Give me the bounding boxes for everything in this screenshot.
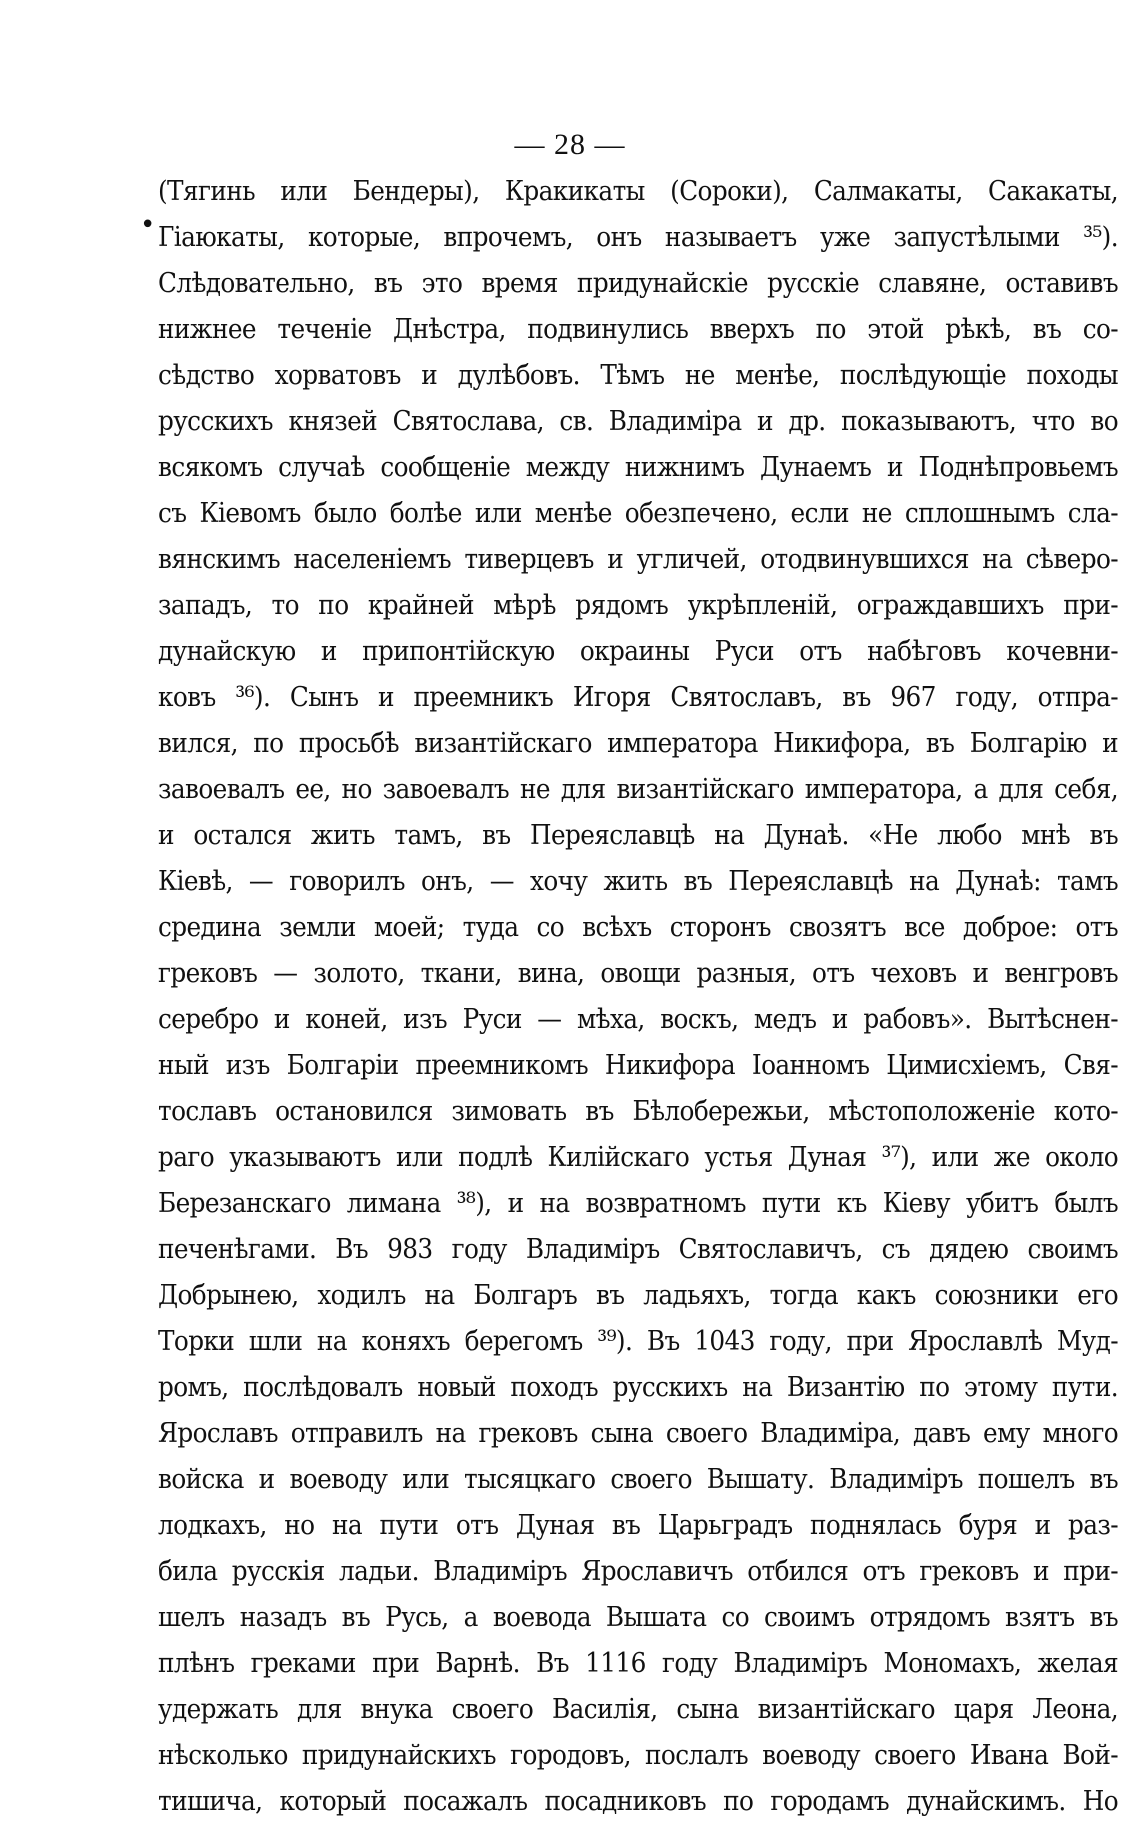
text-line: тославъ остановился зимовать въ Бѣлобережьи, мѣстоположеніе кото- xyxy=(158,1095,1118,1127)
text-line: и остался жить тамъ, въ Переяславцѣ на Дунаѣ. «Не любо мнѣ въ xyxy=(158,819,1118,851)
page-number: — 28 — xyxy=(514,128,626,161)
text-line: ный изъ Болгаріи преемникомъ Никифора Іоанномъ Цимисхіемъ, Свя- xyxy=(158,1049,1118,1081)
text-line: ковъ ³⁶). Сынъ и преемникъ Игоря Святославъ, въ 967 году, отпра- xyxy=(158,681,1118,713)
text-line: войска и воеводу или тысяцкаго своего Вышату. Владиміръ пошелъ въ xyxy=(158,1463,1118,1495)
text-line: вился, по просьбѣ византійскаго императора Никифора, въ Болгарію и xyxy=(158,727,1118,759)
text-line: Гіаюкаты, которые, впрочемъ, онъ называетъ уже запустѣлыми ³⁵). xyxy=(158,221,1118,253)
margin-mark: • xyxy=(140,210,156,240)
text-line: дунайскую и припонтійскую окраины Руси отъ набѣговъ кочевни- xyxy=(158,635,1118,667)
text-line: раго указываютъ или подлѣ Килійскаго устья Дуная ³⁷), или же около xyxy=(158,1141,1118,1173)
body-text xyxy=(158,168,1118,1824)
text-line: нѣсколько придунайскихъ городовъ, послалъ воеводу своего Ивана Вой- xyxy=(158,1739,1118,1771)
text-line: средина земли моей; туда со всѣхъ сторонъ свозятъ все доброе: отъ xyxy=(158,911,1118,943)
text-line: сѣдство хорватовъ и дулѣбовъ. Тѣмъ не менѣе, послѣдующіе походы xyxy=(158,359,1118,391)
text-line: съ Кіевомъ было болѣе или менѣе обезпечено, если не сплошнымъ сла- xyxy=(158,497,1118,529)
text-line: шелъ назадъ въ Русь, а воевода Вышата со своимъ отрядомъ взятъ въ xyxy=(158,1601,1118,1633)
text-line: тишича, который посажалъ посадниковъ по городамъ дунайскимъ. Но xyxy=(158,1785,1118,1817)
text-line: завоевалъ ее, но завоевалъ не для византійскаго императора, а для себя, xyxy=(158,773,1118,805)
text-line: Кіевѣ, — говорилъ онъ, — хочу жить въ Переяславцѣ на Дунаѣ: тамъ xyxy=(158,865,1118,897)
text-line: всякомъ случаѣ сообщеніе между нижнимъ Дунаемъ и Поднѣпровьемъ xyxy=(158,451,1118,483)
text-line: русскихъ князей Святослава, св. Владиміра и др. показываютъ, что во xyxy=(158,405,1118,437)
text-line: нижнее теченіе Днѣстра, подвинулись вверхъ по этой рѣкѣ, въ со- xyxy=(158,313,1118,345)
text-line: западъ, то по крайней мѣрѣ рядомъ укрѣпленій, ограждавшихъ при- xyxy=(158,589,1118,621)
text-line: ромъ, послѣдовалъ новый походъ русскихъ на Византію по этому пути. xyxy=(158,1371,1118,1403)
text-line: Слѣдовательно, въ это время придунайскіе русскіе славяне, оставивъ xyxy=(158,267,1118,299)
text-line: Торки шли на коняхъ берегомъ ³⁹). Въ 1043 году, при Ярославлѣ Муд- xyxy=(158,1325,1118,1357)
text-line: Добрынею, ходилъ на Болгаръ въ ладьяхъ, тогда какъ союзники его xyxy=(158,1279,1118,1311)
text-line: била русскія ладьи. Владиміръ Ярославичъ отбился отъ грековъ и при- xyxy=(158,1555,1118,1587)
text-line: грековъ — золото, ткани, вина, овощи разныя, отъ чеховъ и венгровъ xyxy=(158,957,1118,989)
text-line: (Тягинь или Бендеры), Кракикаты (Сороки), Салмакаты, Сакакаты, xyxy=(158,175,1118,207)
text-line: плѣнъ греками при Варнѣ. Въ 1116 году Владиміръ Мономахъ, желая xyxy=(158,1647,1118,1679)
text-line: лодкахъ, но на пути отъ Дуная въ Царьградъ поднялась буря и раз- xyxy=(158,1509,1118,1541)
text-line: Березанскаго лимана ³⁸), и на возвратномъ пути къ Кіеву убитъ былъ xyxy=(158,1187,1118,1219)
text-line: вянскимъ населеніемъ тиверцевъ и угличей, отодвинувшихся на сѣверо- xyxy=(158,543,1118,575)
text-line: серебро и коней, изъ Руси — мѣха, воскъ, медъ и рабовъ». Вытѣснен- xyxy=(158,1003,1118,1035)
text-line: печенѣгами. Въ 983 году Владиміръ Святославичъ, съ дядею своимъ xyxy=(158,1233,1118,1265)
text-line: удержать для внука своего Василія, сына византійскаго царя Леона, xyxy=(158,1693,1118,1725)
text-line: Ярославъ отправилъ на грековъ сына своего Владиміра, давъ ему много xyxy=(158,1417,1118,1449)
